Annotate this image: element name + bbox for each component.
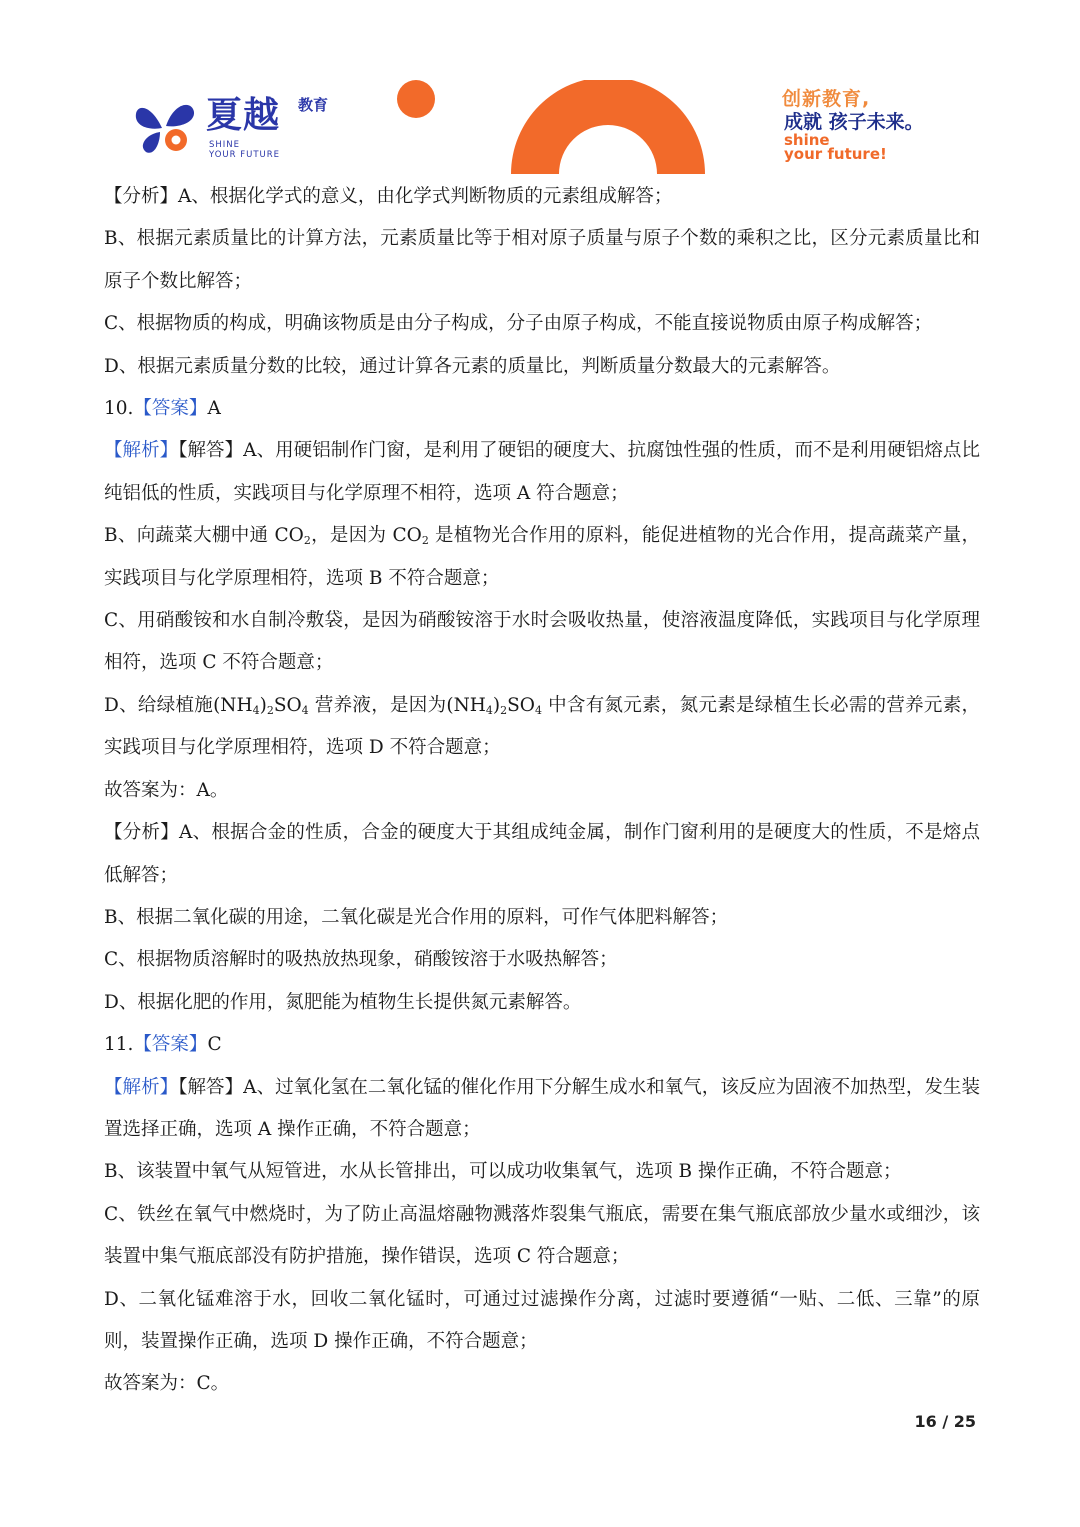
analysis-paragraph: 【分析】A、根据合金的性质，合金的硬度大于其组成纯金属，制作门窗利用的是硬度大的性质，不是熔点低解答； (104, 822, 980, 886)
logo-tagline (209, 140, 280, 160)
xiayue-logo (132, 92, 362, 164)
answer-value: A (207, 398, 221, 420)
slogan-line-2: 成就 孩子未来。 (784, 111, 924, 133)
solution-paragraph: D、给绿植施$(NH_4)_2SO_4$ 营养液，是因为$(NH_4)_2SO_4$ 中含有氮元素，氮元素是绿植生长必需的营养元素，实践项目与化学原理相符，选项 D 不符合题意； (104, 694, 980, 759)
document-body (104, 176, 980, 1406)
solution-paragraph: D、二氧化锰难溶于水，回收二氧化锰时，可通过过滤操作分离，过滤时要遵循“一贴、二低、三靠”的原则，装置操作正确，选项 D 操作正确，不符合题意； (104, 1288, 980, 1352)
slogan-line-3: shine (784, 131, 830, 149)
orange-arch (511, 80, 705, 174)
jiexi-label: 【解析】 (104, 440, 179, 462)
solution-paragraph: 【解析】【解答】A、过氧化氢在二氧化锰的催化作用下分解生成水和氧气，该反应为固液不加热型，发生装置选择正确，选项 A 操作正确，不符合题意； (104, 1076, 980, 1140)
logo-subtitle: 教育 (298, 96, 329, 114)
question-number: 10. (104, 398, 134, 420)
final-answer: 故答案为：A。 (104, 779, 229, 801)
analysis-paragraph: B、根据二氧化碳的用途，二氧化碳是光合作用的原料，可作气体肥料解答； (104, 906, 729, 928)
question-10-answer (104, 388, 980, 430)
analysis-paragraph: D、根据化肥的作用，氮肥能为植物生长提供氮元素解答。 (104, 991, 582, 1013)
orange-arch-decoration (395, 80, 715, 180)
logo-name: 夏越 (206, 95, 281, 136)
slogan-line-1: 创新教育, (782, 88, 871, 110)
analysis-paragraph: 【分析】A、根据化学式的意义，由化学式判断物质的元素组成解答； (104, 186, 673, 207)
solution-paragraph: 【解析】【解答】A、用硬铝制作门窗，是利用了硬铝的硬度大、抗腐蚀性强的性质，而不是利用硬铝熔点比纯铝低的性质，实践项目与化学原理不相符，选项 A 符合题意； (104, 440, 980, 504)
analysis-paragraph: B、根据元素质量比的计算方法，元素质量比等于相对原子质量与原子个数的乘积之比，区分元素质量比和原子个数比解答； (104, 228, 980, 292)
answer-value: C (207, 1034, 222, 1056)
analysis-paragraph: C、根据物质的构成，明确该物质是由分子构成，分子由原子构成，不能直接说物质由原子构成解答； (104, 313, 933, 335)
answer-label: 【答案】 (133, 398, 208, 420)
question-number: 11. (104, 1034, 134, 1056)
solution-paragraph: B、向蔬菜大棚中通 $CO_2$，是因为 $CO_2$ 是植物光合作用的原料，能促进植物的光合作用，提高蔬菜产量，实践项目与化学原理相符，选项 B 不符合题意； (104, 525, 980, 589)
analysis-paragraph: C、根据物质溶解时的吸热放热现象，硝酸铵溶于水吸热解答； (104, 949, 618, 971)
final-answer: 故答案为：C。 (104, 1373, 230, 1395)
solution-paragraph: B、该装置中氧气从短管进，水从长管排出，可以成功收集氧气，选项 B 操作正确，不符合题意； (104, 1161, 902, 1183)
jiexi-label: 【解析】 (104, 1076, 179, 1098)
butterfly-logo-icon (132, 98, 202, 154)
solution-paragraph: C、用硝酸铵和水自制冷敷袋，是因为硝酸铵溶于水时会吸收热量，使溶液温度降低，实践项目与化学原理相符，选项 C 不符合题意； (104, 610, 980, 674)
question-11-answer (104, 1024, 980, 1066)
logo-tagline-line-1: SHINE (209, 140, 241, 150)
slogan-logo (782, 88, 982, 168)
page-number: 16 / 25 (914, 1412, 976, 1431)
logo-tagline-line-2: YOUR FUTURE (209, 150, 281, 160)
page-header (0, 0, 1080, 185)
orange-dot (397, 80, 435, 118)
slogan-line-4: your future! (784, 145, 887, 163)
answer-label: 【答案】 (133, 1034, 208, 1056)
analysis-paragraph: D、根据元素质量分数的比较，通过计算各元素的质量比，判断质量分数最大的元素解答。 (104, 355, 841, 377)
solution-paragraph: C、铁丝在氧气中燃烧时，为了防止高温熔融物溅落炸裂集气瓶底，需要在集气瓶底部放少量水或细沙，该装置中集气瓶底部没有防护措施，操作错误，选项 C 符合题意； (104, 1203, 980, 1268)
